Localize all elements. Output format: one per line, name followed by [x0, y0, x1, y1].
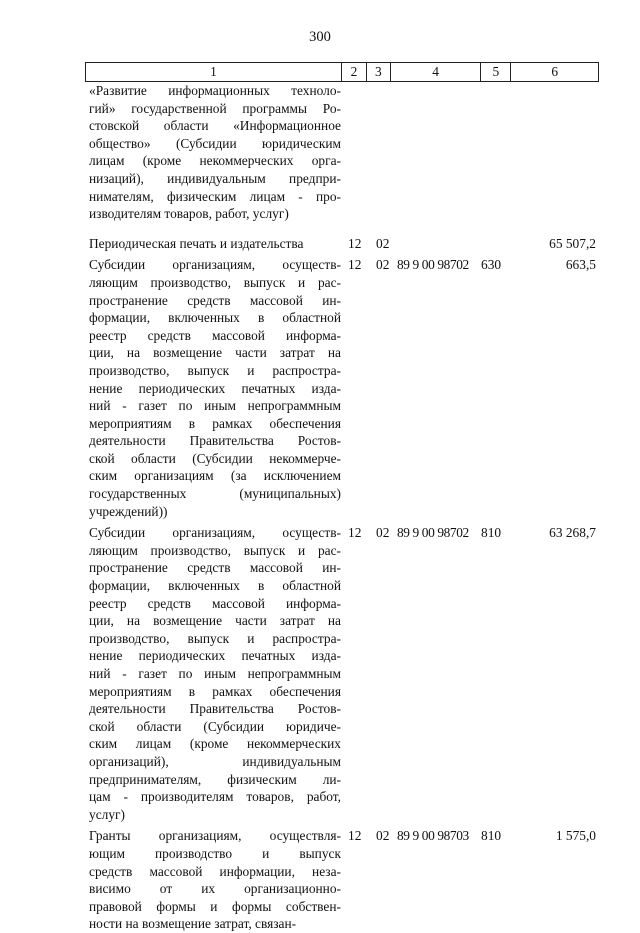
table-row: [85, 827, 599, 933]
header-col-4: 4: [391, 63, 482, 81]
description-line: деятельности Правительства Ростов-: [89, 701, 341, 717]
table-row: [85, 82, 599, 223]
description-line: лицам (кроме некоммерческих орга-: [89, 153, 341, 169]
description-line: ским организациям (за исключением: [89, 468, 341, 484]
description-line: ским лицам (кроме некоммерческих: [89, 736, 341, 752]
description-line: организаций), индивидуальным: [89, 753, 341, 769]
description-line: цам - производителям товаров, работ,: [89, 789, 341, 805]
table-header: [85, 62, 599, 82]
header-col-6: 6: [551, 64, 559, 79]
row-amount: 65 507,2: [549, 235, 596, 251]
description-line: низаций), индивидуальным предпри-: [89, 170, 341, 186]
row-subsection-code: 02: [376, 525, 390, 541]
description-line: ляющим производство, выпуск и рас-: [89, 274, 341, 290]
table-body: [85, 82, 599, 933]
row-section-code: 12: [348, 257, 362, 273]
description-line: Периодическая печать и издательства: [89, 235, 304, 251]
row-description: [85, 82, 341, 223]
description-line: реестр средств массовой информа-: [89, 595, 341, 611]
description-line: стовской области «Информационное: [89, 118, 341, 134]
table-row: [85, 256, 599, 520]
description-line: висимо от их организационно-: [89, 881, 341, 897]
row-description: [85, 235, 341, 253]
description-line: реестр средств массовой информа-: [89, 327, 341, 343]
description-line: ской области (Субсидии некоммерче-: [89, 450, 341, 466]
description-line: общество» (Субсидии юридическим: [89, 135, 341, 151]
table-row: [85, 524, 599, 823]
header-col-5: 5: [481, 63, 511, 81]
row-subsection-code: 02: [376, 235, 390, 251]
header-col-1: 1: [86, 63, 342, 81]
row-expense-type: 810: [481, 828, 502, 844]
description-line: ской области (Субсидии юридиче-: [89, 718, 341, 734]
row-description: [85, 827, 341, 933]
description-line: нение периодических печатных изда-: [89, 648, 341, 664]
row-section-code: 12: [348, 235, 362, 251]
description-line: учреждений)): [89, 503, 168, 519]
description-line: ляющим производство, выпуск и рас-: [89, 542, 341, 558]
row-amount: 663,5: [565, 257, 596, 273]
description-line: формации, включенных в областной: [89, 310, 341, 326]
description-line: ний - газет по иным непрограммным: [89, 666, 341, 681]
table-row: [85, 235, 599, 253]
description-line: производство, выпуск и распростра-: [89, 630, 341, 646]
description-line: мероприятиям в рамках обеспечения: [89, 683, 341, 699]
description-line: ции, на возмещение части затрат на: [89, 345, 341, 361]
row-subsection-code: 02: [376, 828, 390, 844]
description-line: услуг): [89, 806, 125, 822]
header-col-3: 3: [367, 63, 391, 81]
row-amount: 63 268,7: [549, 525, 596, 541]
description-line: средств массовой информации, неза-: [89, 863, 341, 879]
description-line: нимателям, физическим лицам - про-: [89, 188, 341, 204]
description-line: Гранты организациям, осуществля-: [89, 828, 341, 844]
page-number: 300: [309, 29, 331, 45]
row-expense-type: 630: [481, 257, 502, 273]
description-line: ний - газет по иным непрограммным: [89, 398, 341, 414]
header-col-2: 2: [342, 63, 367, 81]
row-section-code: 12: [348, 828, 362, 844]
row-subsection-code: 02: [376, 257, 390, 273]
description-line: ности на возмещение затрат, связан-: [89, 916, 297, 932]
description-line: Субсидии организациям, осуществ-: [89, 257, 341, 273]
description-line: мероприятиям в рамках обеспечения: [89, 415, 341, 431]
row-expense-type: 810: [481, 525, 502, 541]
description-line: деятельности Правительства Ростов-: [89, 433, 341, 449]
description-line: ции, на возмещение части затрат на: [89, 613, 341, 629]
row-description: [85, 256, 341, 520]
description-line: пространение средств массовой ин-: [89, 560, 341, 576]
description-line: предпринимателям, физическим ли-: [89, 771, 341, 787]
description-line: Субсидии организациям, осуществ-: [89, 525, 341, 541]
description-line: ющим производство и выпуск: [89, 845, 341, 861]
description-line: нение периодических печатных изда-: [89, 380, 341, 396]
description-line: формации, включенных в областной: [89, 578, 341, 594]
description-line: изводителям товаров, работ, услуг): [89, 206, 289, 222]
row-section-code: 12: [348, 525, 362, 541]
description-line: производство, выпуск и распростра-: [89, 362, 341, 378]
description-line: правовой формы и формы собствен-: [89, 898, 341, 914]
description-line: гий» государственной программы Ро-: [89, 100, 341, 116]
row-amount: 1 575,0: [555, 828, 596, 844]
row-target-article: 89 9 00 98702: [397, 257, 469, 273]
row-target-article: 89 9 00 98702: [397, 525, 469, 541]
row-target-article: 89 9 00 98703: [397, 828, 469, 844]
description-line: «Развитие информационных техноло-: [89, 83, 341, 98]
row-description: [85, 524, 341, 823]
description-line: государственных (муниципальных): [89, 486, 341, 502]
description-line: пространение средств массовой ин-: [89, 292, 341, 308]
